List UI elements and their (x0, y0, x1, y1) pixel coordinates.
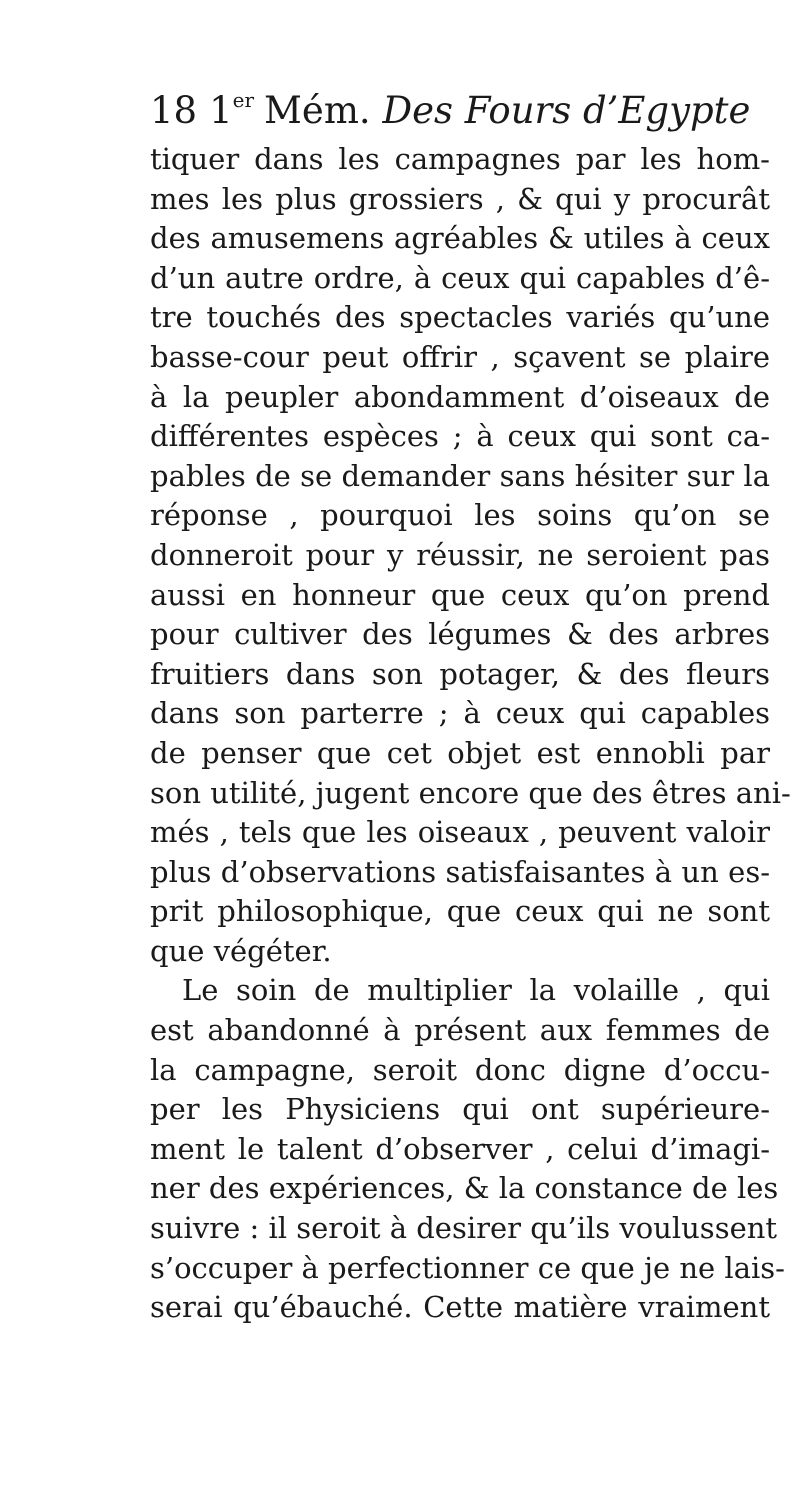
text-line: serai qu’ébauché. Cette matière vraiment (150, 1290, 770, 1325)
page-number: 18 (150, 89, 198, 132)
text-line: s’occuper à perfectionner ce que je ne lais- (150, 1250, 785, 1285)
text-line: la campagne, seroit donc digne d’occu- (150, 1052, 770, 1087)
text-line: prit philosophique, que ceux qui ne sont (150, 894, 770, 929)
text-line: donneroit pour y réussir, ne seroient pas (150, 537, 770, 572)
text-line: dans son parterre ; à ceux qui capables (150, 696, 770, 731)
text-line: tiquer dans les campagnes par les hom- (150, 142, 770, 176)
text-line: pour cultiver des légumes & des arbres (150, 617, 770, 652)
text-line: son utilité, jugent encore que des êtres ani- (150, 775, 791, 810)
text-line: mes les plus grossiers , & qui y procurât (150, 181, 770, 216)
running-title: Des Fours d’Egypte (382, 89, 751, 132)
text-line: de penser que cet objet est ennobli par (150, 735, 770, 770)
text-line: différentes espèces ; à ceux qui sont ca- (150, 419, 770, 454)
body-text (150, 140, 791, 1328)
text-line: per les Physiciens qui ont supérieure- (150, 1092, 770, 1127)
text-line: plus d’observations satisfaisantes à un es- (150, 854, 770, 889)
text-line: Le soin de multiplier la volaille , qui (182, 973, 770, 1008)
text-line: est abandonné à présent aux femmes de (150, 1013, 770, 1048)
text-line: aussi en honneur que ceux qu’on prend (150, 577, 770, 612)
text-line: ner des expériences, & la constance de les (150, 1171, 779, 1206)
memoir-label: Mém. (264, 89, 371, 132)
text-line: ment le talent d’observer , celui d’imagi- (150, 1131, 770, 1166)
running-header (150, 70, 770, 130)
text-line: més , tels que les oiseaux , peuvent valoir (150, 815, 770, 850)
text-line: suivre : il seroit à desirer qu’ils voulussent (150, 1211, 778, 1246)
text-line: d’un autre ordre, à ceux qui capables d’ê- (150, 260, 770, 295)
text-line: basse-cour peut offrir , sçavent se plaire (150, 339, 770, 374)
text-line: que végéter. (150, 933, 332, 968)
text-line: réponse , pourquoi les soins qu’on se (150, 498, 770, 533)
memoir-number-superscript: er (232, 88, 255, 112)
text-line: à la peupler abondamment d’oiseaux de (150, 379, 770, 414)
memoir-number: 1 (209, 89, 233, 132)
text-line: des amusemens agréables & utiles à ceux (150, 221, 770, 256)
text-line: fruitiers dans son potager, & des fleurs (150, 656, 770, 691)
text-line: tre touchés des spectacles variés qu’une (150, 300, 770, 335)
text-line: pables de se demander sans hésiter sur la (150, 458, 770, 493)
